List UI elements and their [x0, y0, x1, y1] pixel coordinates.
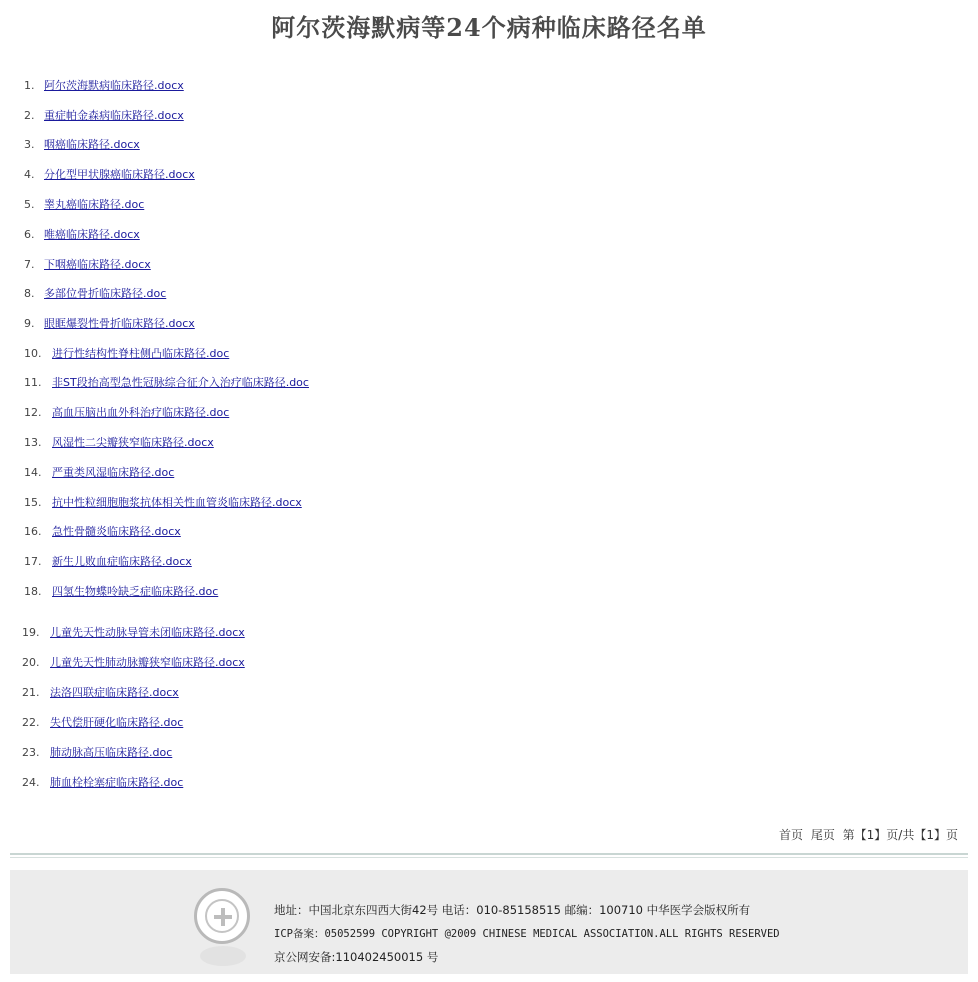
- list-item-number: 19.: [22, 626, 40, 639]
- file-link[interactable]: 儿童先天性动脉导管未闭临床路径.docx: [50, 626, 245, 639]
- footer-copyright: ICP备案：05052599 COPYRIGHT @2009 CHINESE MEDICAL ASSOCIATION.ALL RIGHTS RESERVED: [274, 928, 780, 940]
- footer-address: 地址：中国北京东四西大街42号 电话：010-85158515 邮编：100710 中华医学会版权所有: [274, 903, 751, 917]
- page-indicator: 第【1】页/共【1】页: [842, 828, 958, 842]
- list-item: [24, 346, 229, 362]
- list-item-number: 9.: [24, 317, 35, 330]
- last-page-link[interactable]: 尾页: [810, 828, 835, 842]
- list-item-number: 17.: [24, 555, 42, 568]
- file-link[interactable]: 多部位骨折临床路径.doc: [44, 287, 167, 300]
- list-item-number: 10.: [24, 347, 42, 360]
- list-item-number: 14.: [24, 466, 42, 479]
- file-link[interactable]: 分化型甲状腺癌临床路径.docx: [44, 168, 195, 181]
- file-link[interactable]: 四氢生物蝶呤缺乏症临床路径.doc: [52, 585, 219, 598]
- list-item-number: 16.: [24, 525, 42, 538]
- list-item-number: 18.: [24, 585, 42, 598]
- list-item: [24, 137, 140, 153]
- file-link[interactable]: 唯癌临床路径.docx: [44, 228, 140, 241]
- list-item-number: 2.: [24, 109, 35, 122]
- file-link[interactable]: 非ST段抬高型急性冠脉综合征介入治疗临床路径.doc: [52, 376, 309, 389]
- footer-police-record: 京公网安备:110402450015 号: [274, 950, 439, 964]
- list-item-number: 15.: [24, 496, 42, 509]
- file-link[interactable]: 新生儿败血症临床路径.docx: [52, 555, 192, 568]
- file-link[interactable]: 重症帕金森病临床路径.docx: [44, 109, 184, 122]
- list-item-number: 7.: [24, 258, 35, 271]
- file-link[interactable]: 抗中性粒细胞胞浆抗体相关性血管炎临床路径.docx: [52, 496, 302, 509]
- first-page-link[interactable]: 首页: [778, 828, 803, 842]
- list-item-number: 11.: [24, 376, 42, 389]
- file-link[interactable]: 下咽癌临床路径.docx: [44, 258, 151, 271]
- file-link[interactable]: 肺血栓栓塞症临床路径.doc: [50, 776, 184, 789]
- list-item: [24, 257, 151, 273]
- list-item-number: 5.: [24, 198, 35, 211]
- list-item-number: 12.: [24, 406, 42, 419]
- footer: [10, 870, 968, 974]
- list-item: [24, 584, 218, 600]
- file-link[interactable]: 睾丸癌临床路径.doc: [44, 198, 145, 211]
- list-item: [24, 554, 192, 570]
- list-item: [22, 775, 183, 791]
- logo-cross-horizontal: [214, 915, 232, 919]
- file-link[interactable]: 风湿性二尖瓣狭窄临床路径.docx: [52, 436, 214, 449]
- pagination: [779, 826, 958, 843]
- list-item-number: 24.: [22, 776, 40, 789]
- list-item: [24, 78, 184, 94]
- file-link[interactable]: 咽癌临床路径.docx: [44, 138, 140, 151]
- list-item-number: 23.: [22, 746, 40, 759]
- list-item-number: 20.: [22, 656, 40, 669]
- file-link[interactable]: 阿尔茨海默病临床路径.docx: [44, 79, 184, 92]
- list-item-number: 6.: [24, 228, 35, 241]
- footer-divider-thin: [10, 857, 968, 858]
- logo-reflection: [200, 946, 246, 966]
- list-item: [24, 524, 181, 540]
- list-item: [22, 685, 179, 701]
- list-item-number: 22.: [22, 716, 40, 729]
- list-item: [24, 375, 309, 391]
- list-item: [22, 625, 245, 641]
- list-item: [22, 745, 172, 761]
- list-item: [22, 715, 183, 731]
- footer-divider: [10, 853, 968, 855]
- list-item-number: 3.: [24, 138, 35, 151]
- list-item: [24, 465, 174, 481]
- file-link[interactable]: 严重类风湿临床路径.doc: [52, 466, 175, 479]
- list-item: [22, 655, 245, 671]
- list-item: [24, 495, 302, 511]
- file-link[interactable]: 肺动脉高压临床路径.doc: [50, 746, 173, 759]
- file-link[interactable]: 急性骨髓炎临床路径.docx: [52, 525, 181, 538]
- list-item: [24, 316, 195, 332]
- list-item-number: 1.: [24, 79, 35, 92]
- list-item: [24, 286, 166, 302]
- page-title: 阿尔茨海默病等24个病种临床路径名单: [271, 13, 707, 42]
- file-link[interactable]: 高血压脑出血外科治疗临床路径.doc: [52, 406, 230, 419]
- association-logo-icon: [194, 888, 250, 944]
- file-link[interactable]: 进行性结构性脊柱侧凸临床路径.doc: [52, 347, 230, 360]
- list-item-number: 4.: [24, 168, 35, 181]
- list-item: [24, 227, 140, 243]
- list-item: [24, 435, 214, 451]
- list-item: [24, 405, 229, 421]
- file-link[interactable]: 眼眶爆裂性骨折临床路径.docx: [44, 317, 195, 330]
- file-link[interactable]: 法洛四联症临床路径.docx: [50, 686, 179, 699]
- list-item-number: 8.: [24, 287, 35, 300]
- list-item: [24, 167, 195, 183]
- list-item-number: 21.: [22, 686, 40, 699]
- list-item: [24, 197, 144, 213]
- file-link[interactable]: 儿童先天性肺动脉瓣狭窄临床路径.docx: [50, 656, 245, 669]
- list-item: [24, 108, 184, 124]
- file-link[interactable]: 失代偿肝硬化临床路径.doc: [50, 716, 184, 729]
- list-item-number: 13.: [24, 436, 42, 449]
- logo-ring: [205, 899, 239, 933]
